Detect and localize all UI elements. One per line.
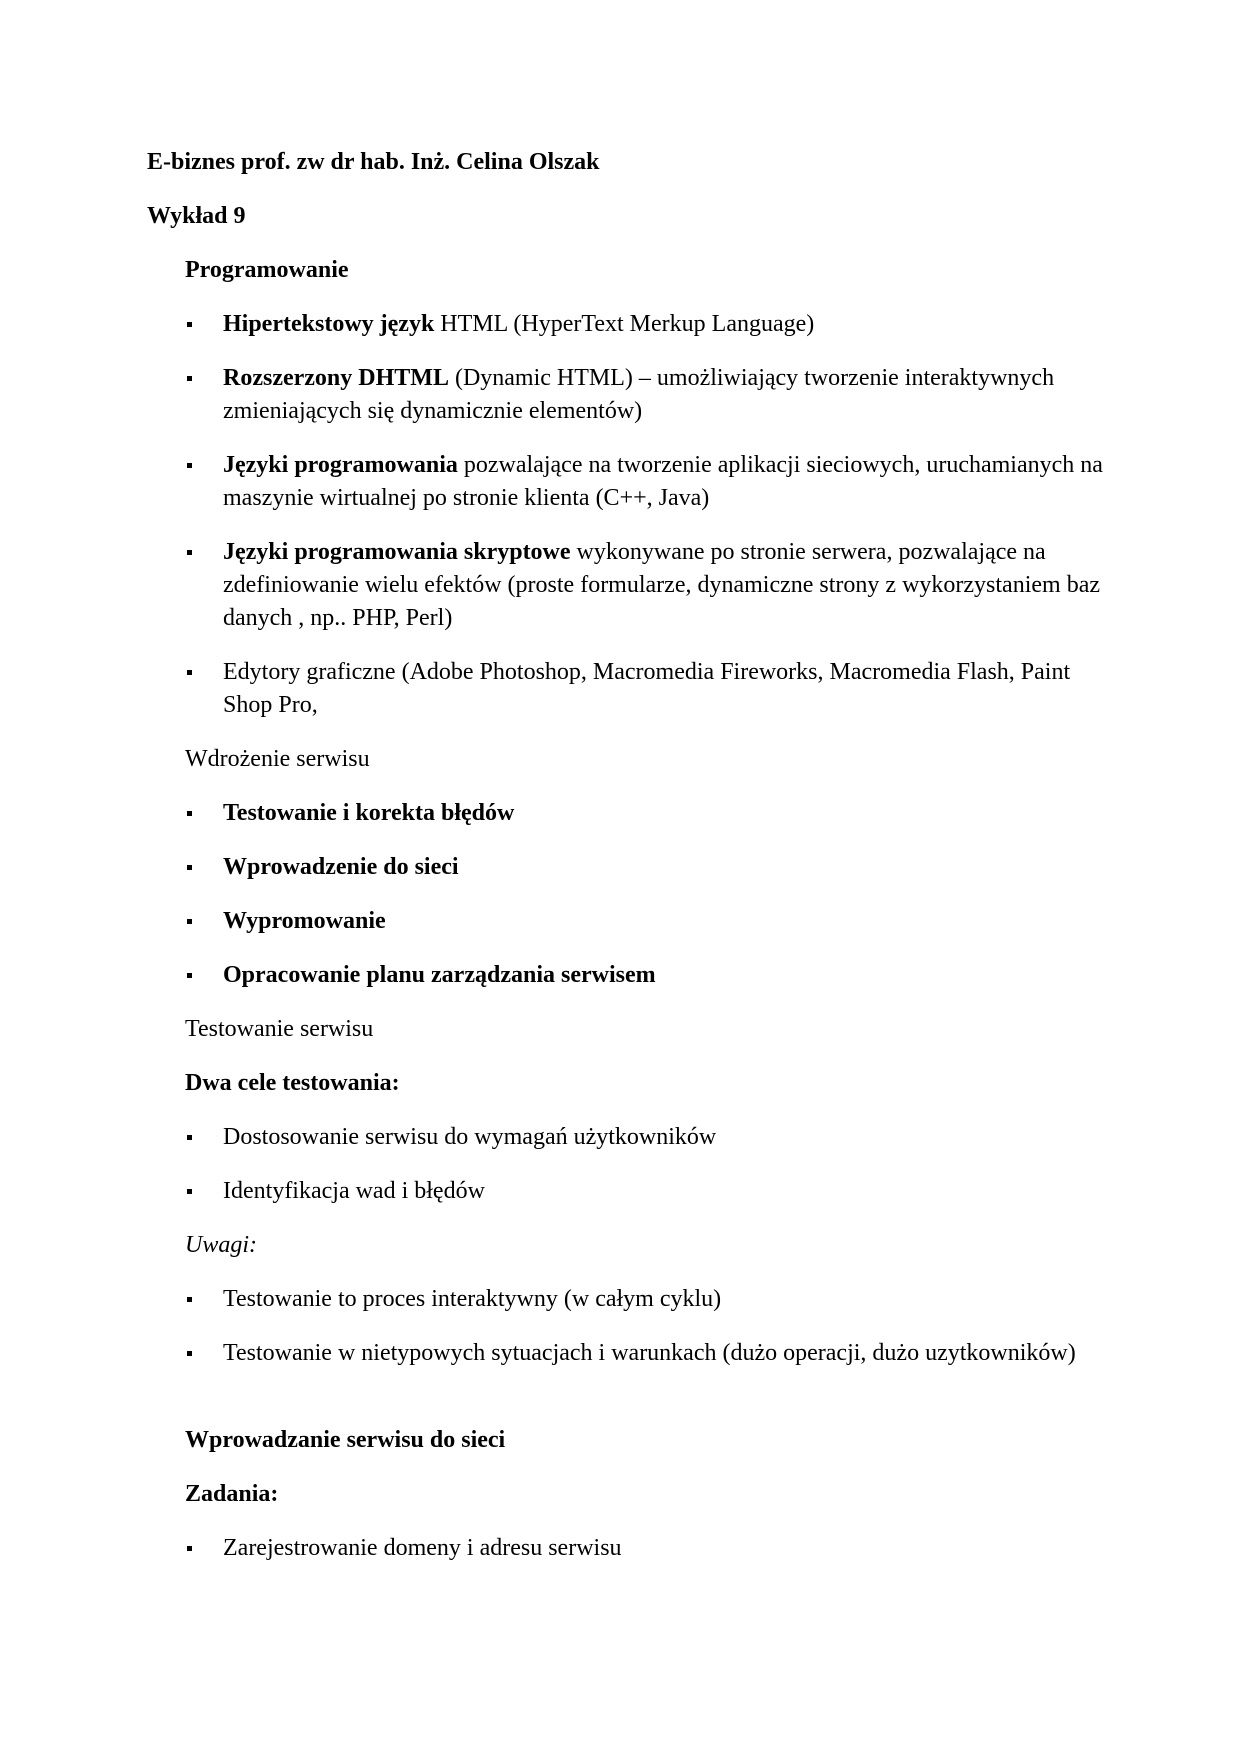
section-heading-wdrozenie: Wdrożenie serwisu — [185, 746, 370, 772]
bullet-icon — [185, 449, 205, 481]
bullet-icon — [185, 797, 205, 829]
item-text: pozwalające na tworzenie aplikacji sieciowych, uruchamianych na maszynie wirtualnej po stronie klienta (C++, Java) — [223, 452, 1103, 511]
item-text: Testowanie i korekta błędów — [223, 800, 515, 826]
item-bold-text: Języki programowania skryptowe — [223, 539, 571, 565]
item-text: Zarejestrowanie domeny i adresu serwisu — [223, 1535, 622, 1561]
bullet-icon — [185, 1337, 205, 1369]
goals-heading: Dwa cele testowania: — [185, 1070, 400, 1096]
item-text: (Dynamic HTML) – umożliwiający tworzenie interaktywnych zmieniających się dynamicznie elementów) — [223, 365, 1055, 424]
item-text: Opracowanie planu zarządzania serwisem — [223, 962, 656, 988]
notes-heading: Uwagi: — [185, 1232, 257, 1258]
item-text: Wprowadzenie do sieci — [223, 854, 459, 880]
bullet-icon — [185, 905, 205, 937]
item-text: Testowanie w nietypowych sytuacjach i warunkach (dużo operacji, dużo uzytkowników) — [223, 1340, 1076, 1366]
item-text: Testowanie to proces interaktywny (w całym cyklu) — [223, 1286, 722, 1312]
lecture-number: Wykład 9 — [147, 203, 246, 229]
bullet-icon — [185, 1175, 205, 1207]
bullet-icon — [185, 851, 205, 883]
item-text: Wypromowanie — [223, 908, 386, 934]
bullet-icon — [185, 656, 205, 688]
bullet-icon — [185, 959, 205, 991]
section-heading-wprowadzanie: Wprowadzanie serwisu do sieci — [185, 1427, 506, 1453]
item-text: HTML (HyperText Merkup Language) — [434, 311, 815, 337]
item-text: Edytory graficzne (Adobe Photoshop, Macromedia Fireworks, Macromedia Flash, Paint Shop Pro, — [223, 659, 1071, 718]
bullet-icon — [185, 1532, 205, 1564]
item-bold-text: Hipertekstowy język — [223, 311, 435, 337]
item-text: Identyfikacja wad i błędów — [223, 1178, 485, 1204]
section-heading-programowanie: Programowanie — [185, 257, 349, 283]
item-text: wykonywane po stronie serwera, pozwalające na zdefiniowanie wielu efektów (proste formularze, dynamiczne strony z wykorzystaniem baz danych , np.. PHP, Perl) — [223, 539, 1100, 631]
bullet-icon — [185, 536, 205, 568]
section-heading-testowanie: Testowanie serwisu — [185, 1016, 374, 1042]
item-bold-text: Języki programowania — [223, 452, 458, 478]
tasks-heading: Zadania: — [185, 1481, 279, 1507]
bullet-icon — [185, 362, 205, 394]
bullet-icon — [185, 1283, 205, 1315]
bullet-icon — [185, 308, 205, 340]
item-bold-text: Rozszerzony DHTML — [223, 365, 449, 391]
bullet-icon — [185, 1121, 205, 1153]
document-title: E-biznes prof. zw dr hab. Inż. Celina Olszak — [147, 149, 600, 175]
item-text: Dostosowanie serwisu do wymagań użytkowników — [223, 1124, 717, 1150]
